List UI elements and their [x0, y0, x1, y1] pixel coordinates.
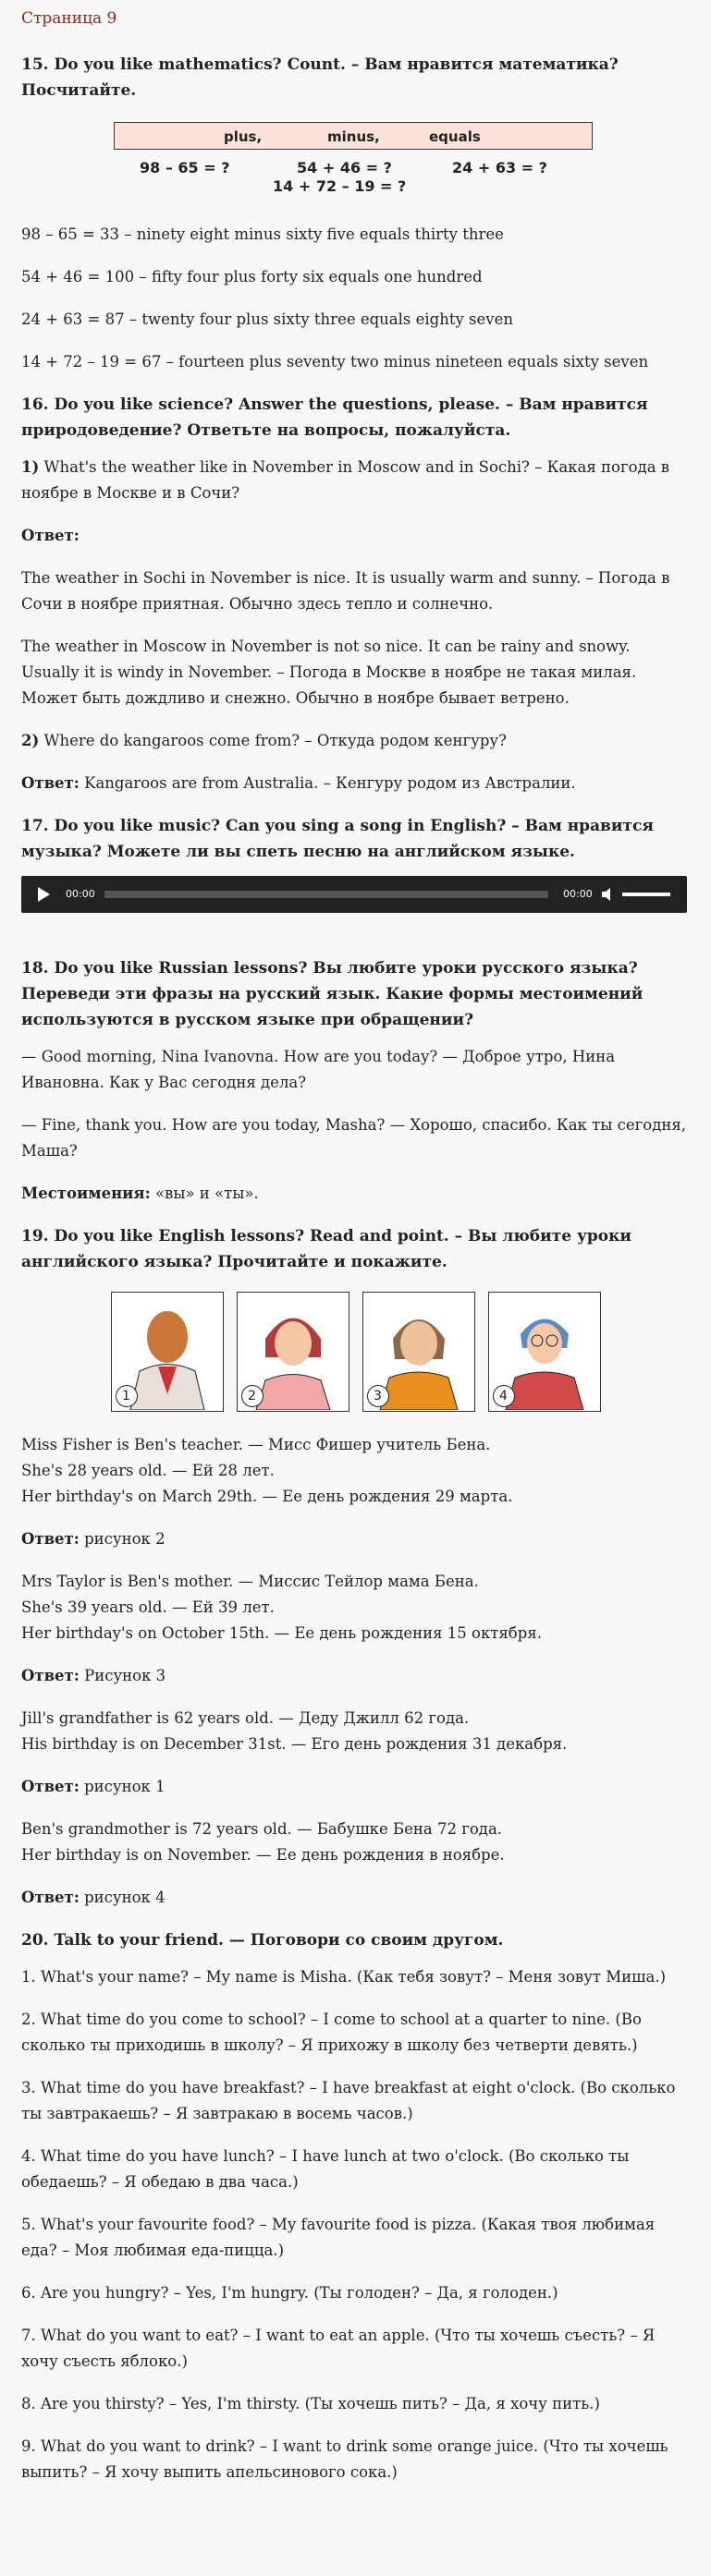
- volume-slider[interactable]: [622, 893, 670, 896]
- math-expression-2: 54 + 46 = ?: [297, 159, 392, 176]
- dialog-item: 7. What do you want to eat? – I want to eat an apple. (Что ты хочешь съесть? – Я хочу съесть яблоко.): [21, 2327, 656, 2370]
- bar-label-minus: minus,: [327, 128, 380, 145]
- question-1: 1) What's the weather like in November in Moscow and in Sochi? – Какая погода в ноябре в Москве и в Сочи?: [21, 458, 670, 502]
- description-line: Ben's grandmother is 72 years old. — Бабушке Бена 72 года.: [21, 1820, 503, 1838]
- description-line: She's 39 years old. — Ей 39 лет.: [21, 1598, 275, 1616]
- audio-player: [21, 876, 687, 913]
- picture-teacher: [237, 1292, 349, 1412]
- exercise-20-heading: 20. Talk to your friend. — Поговори со своим другом.: [21, 1931, 504, 1950]
- dialog-item: 9. What do you want to drink? – I want to drink some orange juice. (Что ты хочешь выпить? – Я хочу выпить апельсинового сока.): [21, 2437, 668, 2481]
- bar-label-equals: equals: [429, 128, 481, 145]
- description-line: Mrs Taylor is Ben's mother. — Миссис Тейлор мама Бена.: [21, 1573, 479, 1590]
- picture-number-4: 4: [493, 1385, 515, 1407]
- picture-number-1: 1: [116, 1385, 138, 1407]
- pronouns-answer: Местоимения: «вы» и «ты».: [21, 1185, 259, 1202]
- picture-grandfather: [111, 1292, 224, 1412]
- picture-mother: [362, 1292, 475, 1412]
- description-line: Her birthday's on March 29th. — Ее день рождения 29 марта.: [21, 1488, 513, 1505]
- answer-paragraph: The weather in Moscow in November is not so nice. It can be rainy and snowy. Usually it is windy in November. – Погода в Москве в ноябре не такая милая. Может быть дождливо и снежно. Обычно в ноябре бывает ветрено.: [21, 638, 637, 707]
- bar-label-plus: plus,: [224, 128, 263, 145]
- description-line: Her birthday's on October 15th. — Ее день рождения 15 октября.: [21, 1624, 542, 1642]
- dialog-item: 6. Are you hungry? – Yes, I'm hungry. (Ты голоден? – Да, я голоден.): [21, 2284, 558, 2302]
- dialog-line: — Fine, thank you. How are you today, Masha? — Хорошо, спасибо. Как ты сегодня, Маша?: [21, 1116, 686, 1160]
- math-expression-1: 98 – 65 = ?: [140, 159, 230, 176]
- exercise-17-heading: 17. Do you like music? Can you sing a song in English? – Вам нравится музыка? Можете ли вы спеть песню на английском языке.: [21, 817, 654, 861]
- dialog-item: 1. What's your name? – My name is Misha. (Как тебя зовут? – Меня зовут Миша.): [21, 1968, 667, 1986]
- picture-number-3: 3: [367, 1385, 389, 1407]
- description-line: Her birthday is on November. — Ее день рождения в ноябре.: [21, 1846, 505, 1864]
- answer-line: 24 + 63 = 87 – twenty four plus sixty three equals eighty seven: [21, 310, 513, 328]
- picture-grandmother: [488, 1292, 601, 1412]
- math-figure: [21, 115, 690, 198]
- answer-line: 54 + 46 = 100 – fifty four plus forty six equals one hundred: [21, 268, 483, 286]
- math-words-bar: [114, 122, 593, 150]
- answer-2: Ответ: Kangaroos are from Australia. – Кенгуру родом из Австралии.: [21, 774, 576, 792]
- math-expression-3: 24 + 63 = ?: [452, 159, 547, 176]
- description-line: She's 28 years old. — Ей 28 лет.: [21, 1462, 275, 1479]
- answer-paragraph: The weather in Sochi in November is nice. It is usually warm and sunny. – Погода в Сочи в ноябре приятная. Обычно здесь тепло и солнечно.: [21, 569, 670, 613]
- exercise-18-heading: 18. Do you like Russian lessons? Вы любите уроки русского языка? Переведи эти фразы на русский язык. Какие формы местоимений используются в русском языке при обращении?: [21, 959, 644, 1029]
- play-icon[interactable]: [38, 887, 50, 902]
- dialog-item: 3. What time do you have breakfast? – I have breakfast at eight o'clock. (Во сколько ты завтракаешь? – Я завтракаю в восемь часов.): [21, 2079, 676, 2122]
- answer-label: Ответ:: [21, 527, 80, 544]
- progress-track[interactable]: [104, 891, 548, 898]
- volume-icon[interactable]: [602, 887, 615, 902]
- exercise-15-heading: 15. Do you like mathematics? Count. – Вам нравится математика? Посчитайте.: [21, 55, 619, 100]
- total-time: 00:00: [563, 888, 593, 900]
- page-title: Страница 9: [21, 9, 117, 28]
- dialog-item: 4. What time do you have lunch? – I have lunch at two o'clock. (Во сколько ты обедаешь? – Я обедаю в два часа.): [21, 2147, 630, 2191]
- answer-3: Ответ: рисунок 1: [21, 1778, 165, 1795]
- dialog-item: 2. What time do you come to school? – I come to school at a quarter to nine. (Во сколько ты приходишь в школу? – Я прихожу в школу без четверти девять.): [21, 2011, 642, 2054]
- dialog-line: — Good morning, Nina Ivanovna. How are you today? — Доброе утро, Нина Ивановна. Как у Вас сегодня дела?: [21, 1048, 616, 1091]
- answer-line: 14 + 72 – 19 = 67 – fourteen plus seventy two minus nineteen equals sixty seven: [21, 353, 649, 371]
- exercise-19-heading: 19. Do you like English lessons? Read and point. – Вы любите уроки английского языка? Прочитайте и покажите.: [21, 1227, 632, 1271]
- answer-1: Ответ: рисунок 2: [21, 1530, 165, 1548]
- answer-2: Ответ: Рисунок 3: [21, 1667, 166, 1684]
- math-expression-4: 14 + 72 – 19 = ?: [273, 177, 407, 195]
- description-line: Jill's grandfather is 62 years old. — Деду Джилл 62 года.: [21, 1709, 470, 1727]
- answer-4: Ответ: рисунок 4: [21, 1889, 165, 1906]
- answer-line: 98 – 65 = 33 – ninety eight minus sixty five equals thirty three: [21, 225, 504, 243]
- pictures-row: [21, 1292, 690, 1412]
- exercise-16-heading: 16. Do you like science? Answer the questions, please. – Вам нравится природоведение? Ответьте на вопросы, пожалуйста.: [21, 395, 648, 440]
- current-time: 00:00: [66, 888, 95, 900]
- picture-number-2: 2: [241, 1385, 264, 1407]
- dialog-item: 5. What's your favourite food? – My favourite food is pizza. (Какая твоя любимая еда? – Моя любимая еда-пицца.): [21, 2216, 656, 2259]
- description-line: His birthday is on December 31st. — Его день рождения 31 декабря.: [21, 1735, 568, 1753]
- dialog-item: 8. Are you thirsty? – Yes, I'm thirsty. (Ты хочешь пить? – Да, я хочу пить.): [21, 2395, 600, 2412]
- description-line: Miss Fisher is Ben's teacher. — Мисс Фишер учитель Бена.: [21, 1436, 491, 1453]
- question-2: 2) Where do kangaroos come from? – Откуда родом кенгуру?: [21, 732, 507, 749]
